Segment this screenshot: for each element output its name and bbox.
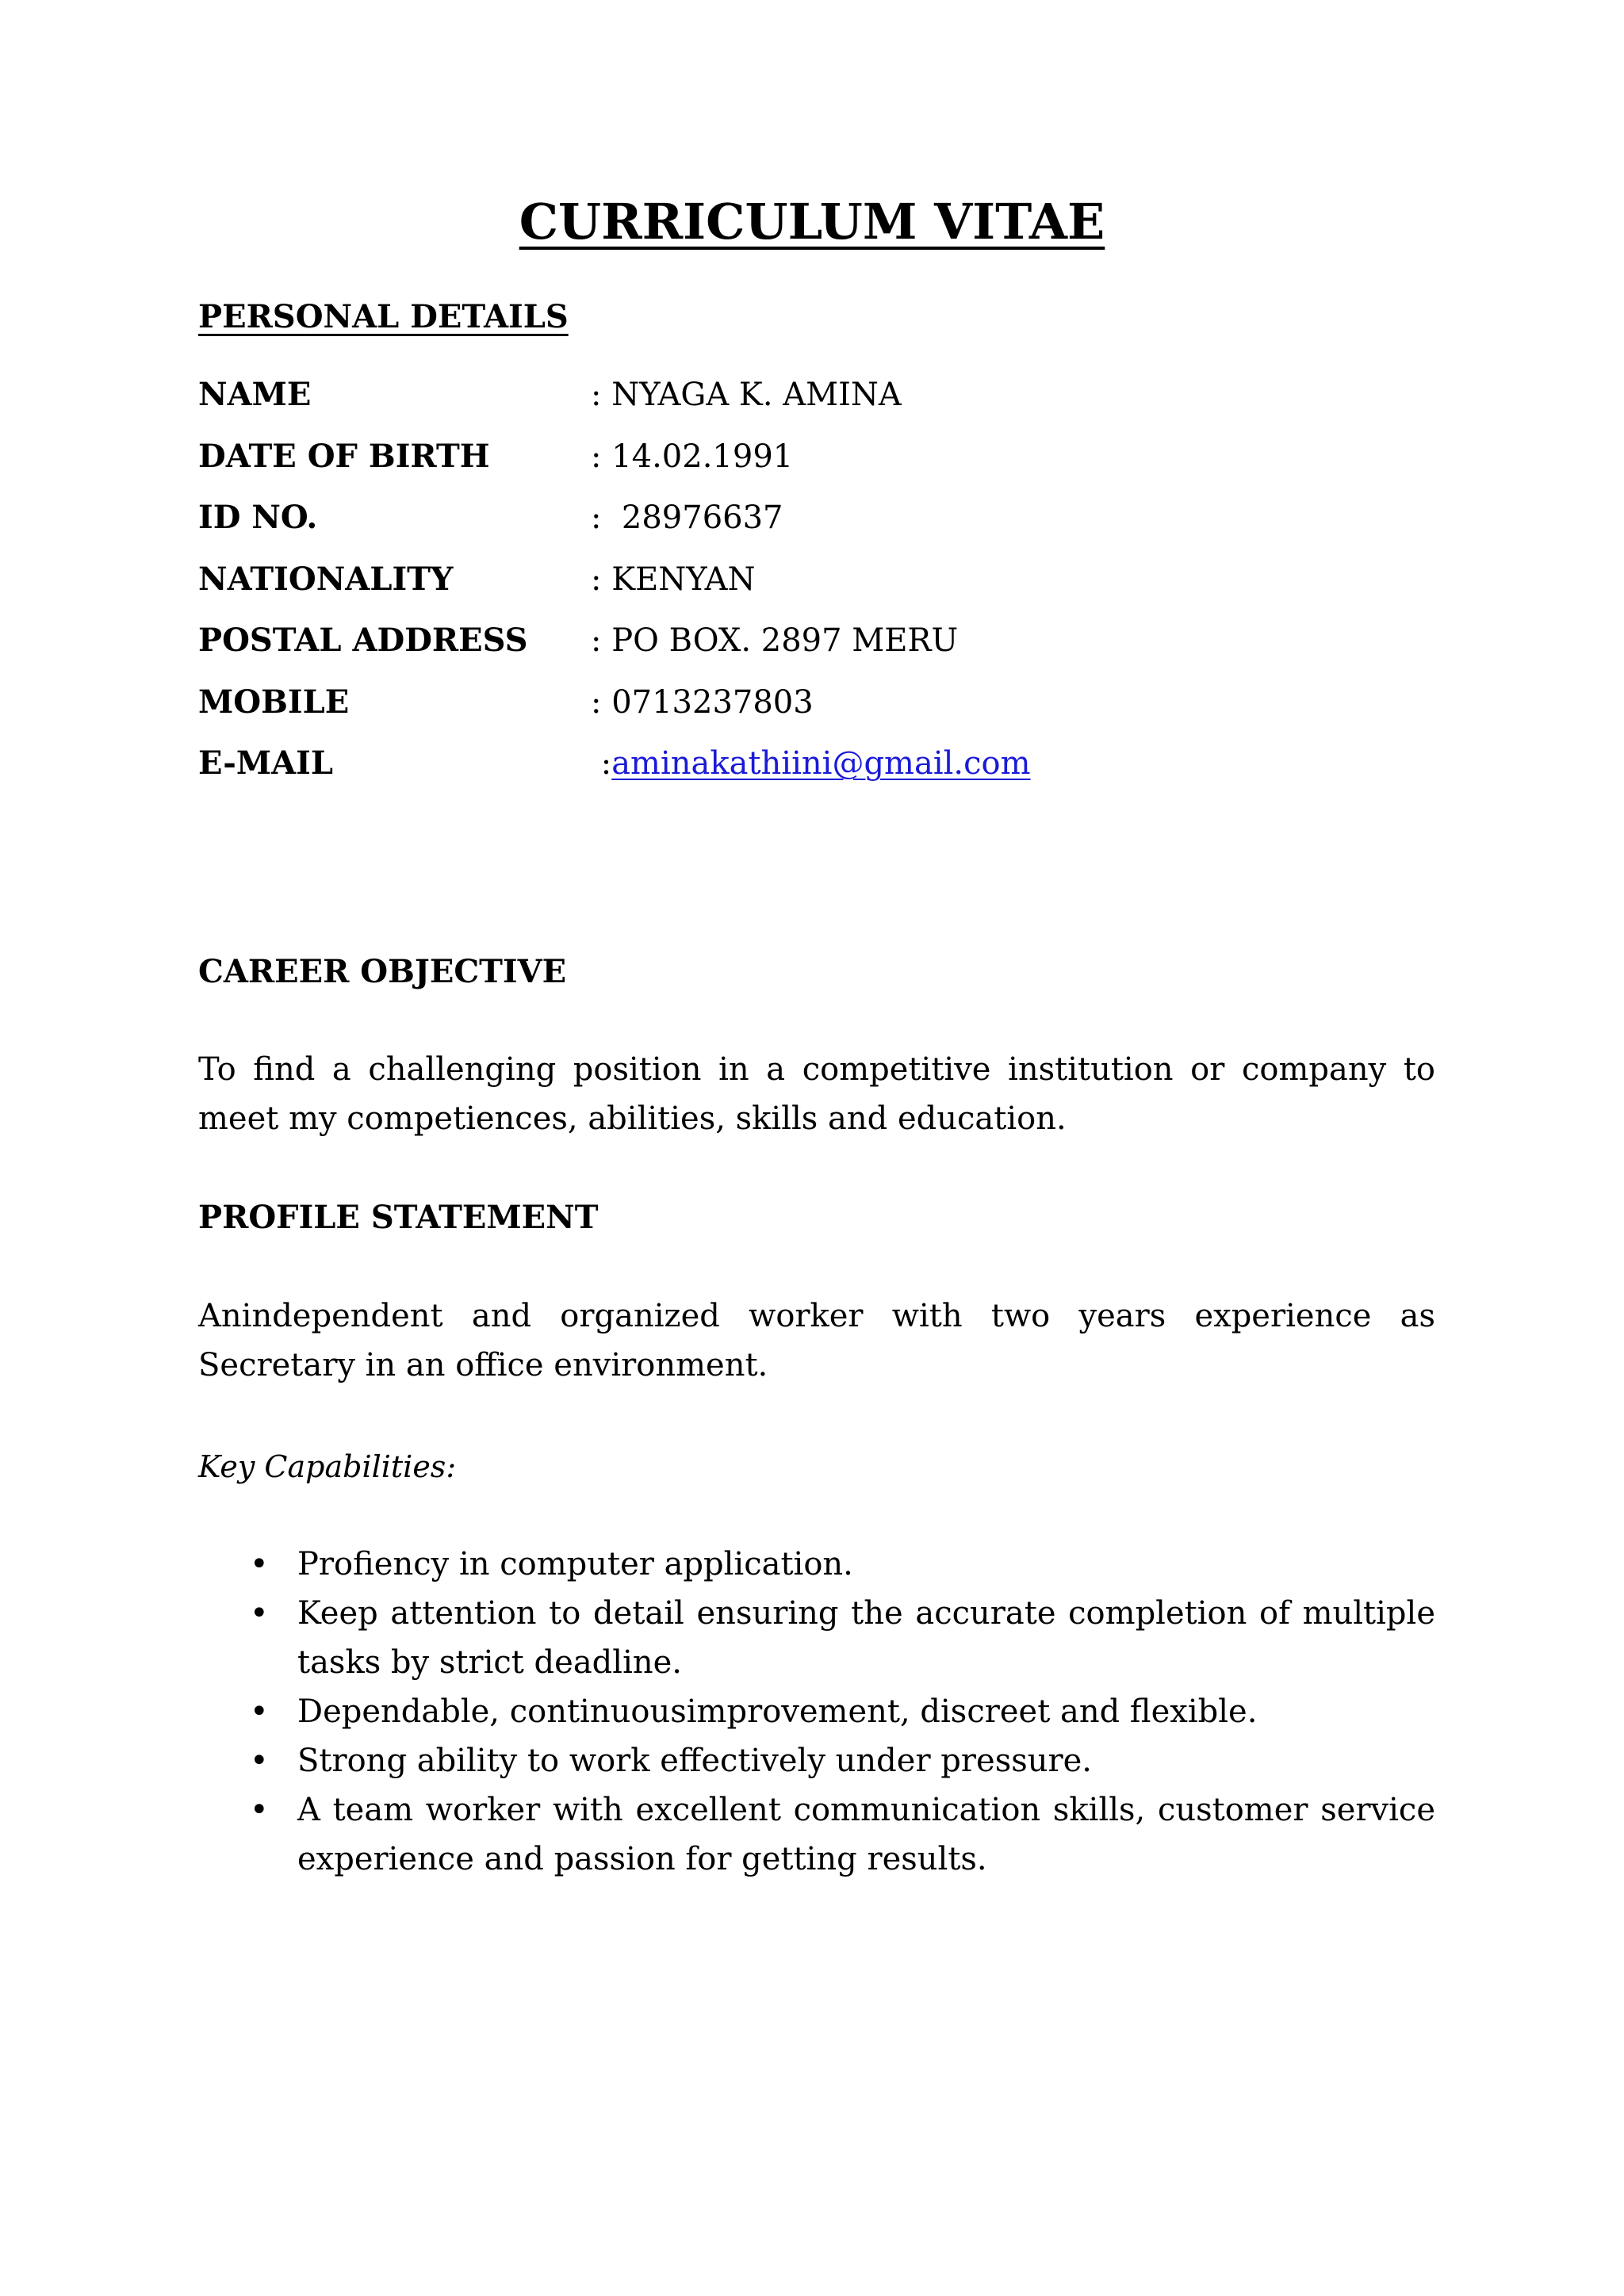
list-item <box>198 1785 1435 1884</box>
detail-label: ID NO. <box>198 499 318 536</box>
list-item-text: Dependable, continuousimprovement, discreet and flexible. <box>297 1693 1258 1730</box>
document-title-text: CURRICULUM VITAE <box>519 193 1105 251</box>
detail-label: DATE OF BIRTH <box>198 437 490 475</box>
detail-value: : NYAGA K. AMINA <box>591 377 902 413</box>
profile-statement-heading: PROFILE STATEMENT <box>198 1199 599 1236</box>
detail-row-id-no <box>198 496 1427 557</box>
list-item-text: A team worker with excellent communication skills, customer service experience and passion for getting results. <box>297 1792 1435 1877</box>
detail-value: : 28976637 <box>591 499 783 536</box>
detail-row-name <box>198 373 1427 434</box>
detail-value: : KENYAN <box>591 561 756 598</box>
detail-label: E-MAIL <box>198 744 333 782</box>
detail-value: : PO BOX. 2897 MERU <box>591 622 959 659</box>
list-item <box>198 1736 1435 1785</box>
detail-value: : 0713237803 <box>591 683 814 721</box>
detail-value: : 14.02.1991 <box>591 438 794 475</box>
detail-label: MOBILE <box>198 683 350 721</box>
detail-label: NATIONALITY <box>198 560 454 598</box>
detail-row-postal-address <box>198 618 1427 680</box>
list-item-text: Keep attention to detail ensuring the accurate completion of multiple tasks by strict deadline. <box>297 1595 1435 1681</box>
email-prefix: : <box>591 745 612 782</box>
list-item <box>198 1589 1435 1687</box>
email-link[interactable]: aminakathiini@gmail.com <box>611 745 1031 782</box>
career-objective-heading: CAREER OBJECTIVE <box>198 953 567 990</box>
detail-row-nationality <box>198 557 1427 619</box>
list-item-text: Strong ability to work effectively under pressure. <box>297 1743 1093 1779</box>
bullet-icon: • <box>250 1693 269 1730</box>
list-item <box>198 1540 1435 1589</box>
detail-row-mobile <box>198 680 1427 742</box>
detail-row-date-of-birth <box>198 434 1427 496</box>
bullet-icon: • <box>250 1792 269 1828</box>
bullet-icon: • <box>250 1546 269 1582</box>
bullet-icon: • <box>250 1595 269 1632</box>
detail-label: NAME <box>198 376 312 413</box>
bullet-icon: • <box>250 1743 269 1779</box>
detail-label: POSTAL ADDRESS <box>198 622 528 659</box>
key-capabilities-list <box>198 1540 1435 1884</box>
personal-details-heading: PERSONAL DETAILS <box>198 298 569 335</box>
list-item <box>198 1687 1435 1736</box>
document-title <box>0 190 1624 254</box>
detail-value <box>591 741 1031 786</box>
personal-details-list <box>198 373 1427 803</box>
list-item-text: Profiency in computer application. <box>297 1546 853 1582</box>
profile-statement-text: Anindependent and organized worker with two years experience as Secretary in an office environment. <box>198 1298 1435 1383</box>
career-objective-text: To find a challenging position in a competitive institution or company to meet my competiences, abilities, skills and education. <box>198 1051 1435 1137</box>
key-capabilities-label: Key Capabilities: <box>198 1449 457 1484</box>
detail-row-email <box>198 741 1427 803</box>
